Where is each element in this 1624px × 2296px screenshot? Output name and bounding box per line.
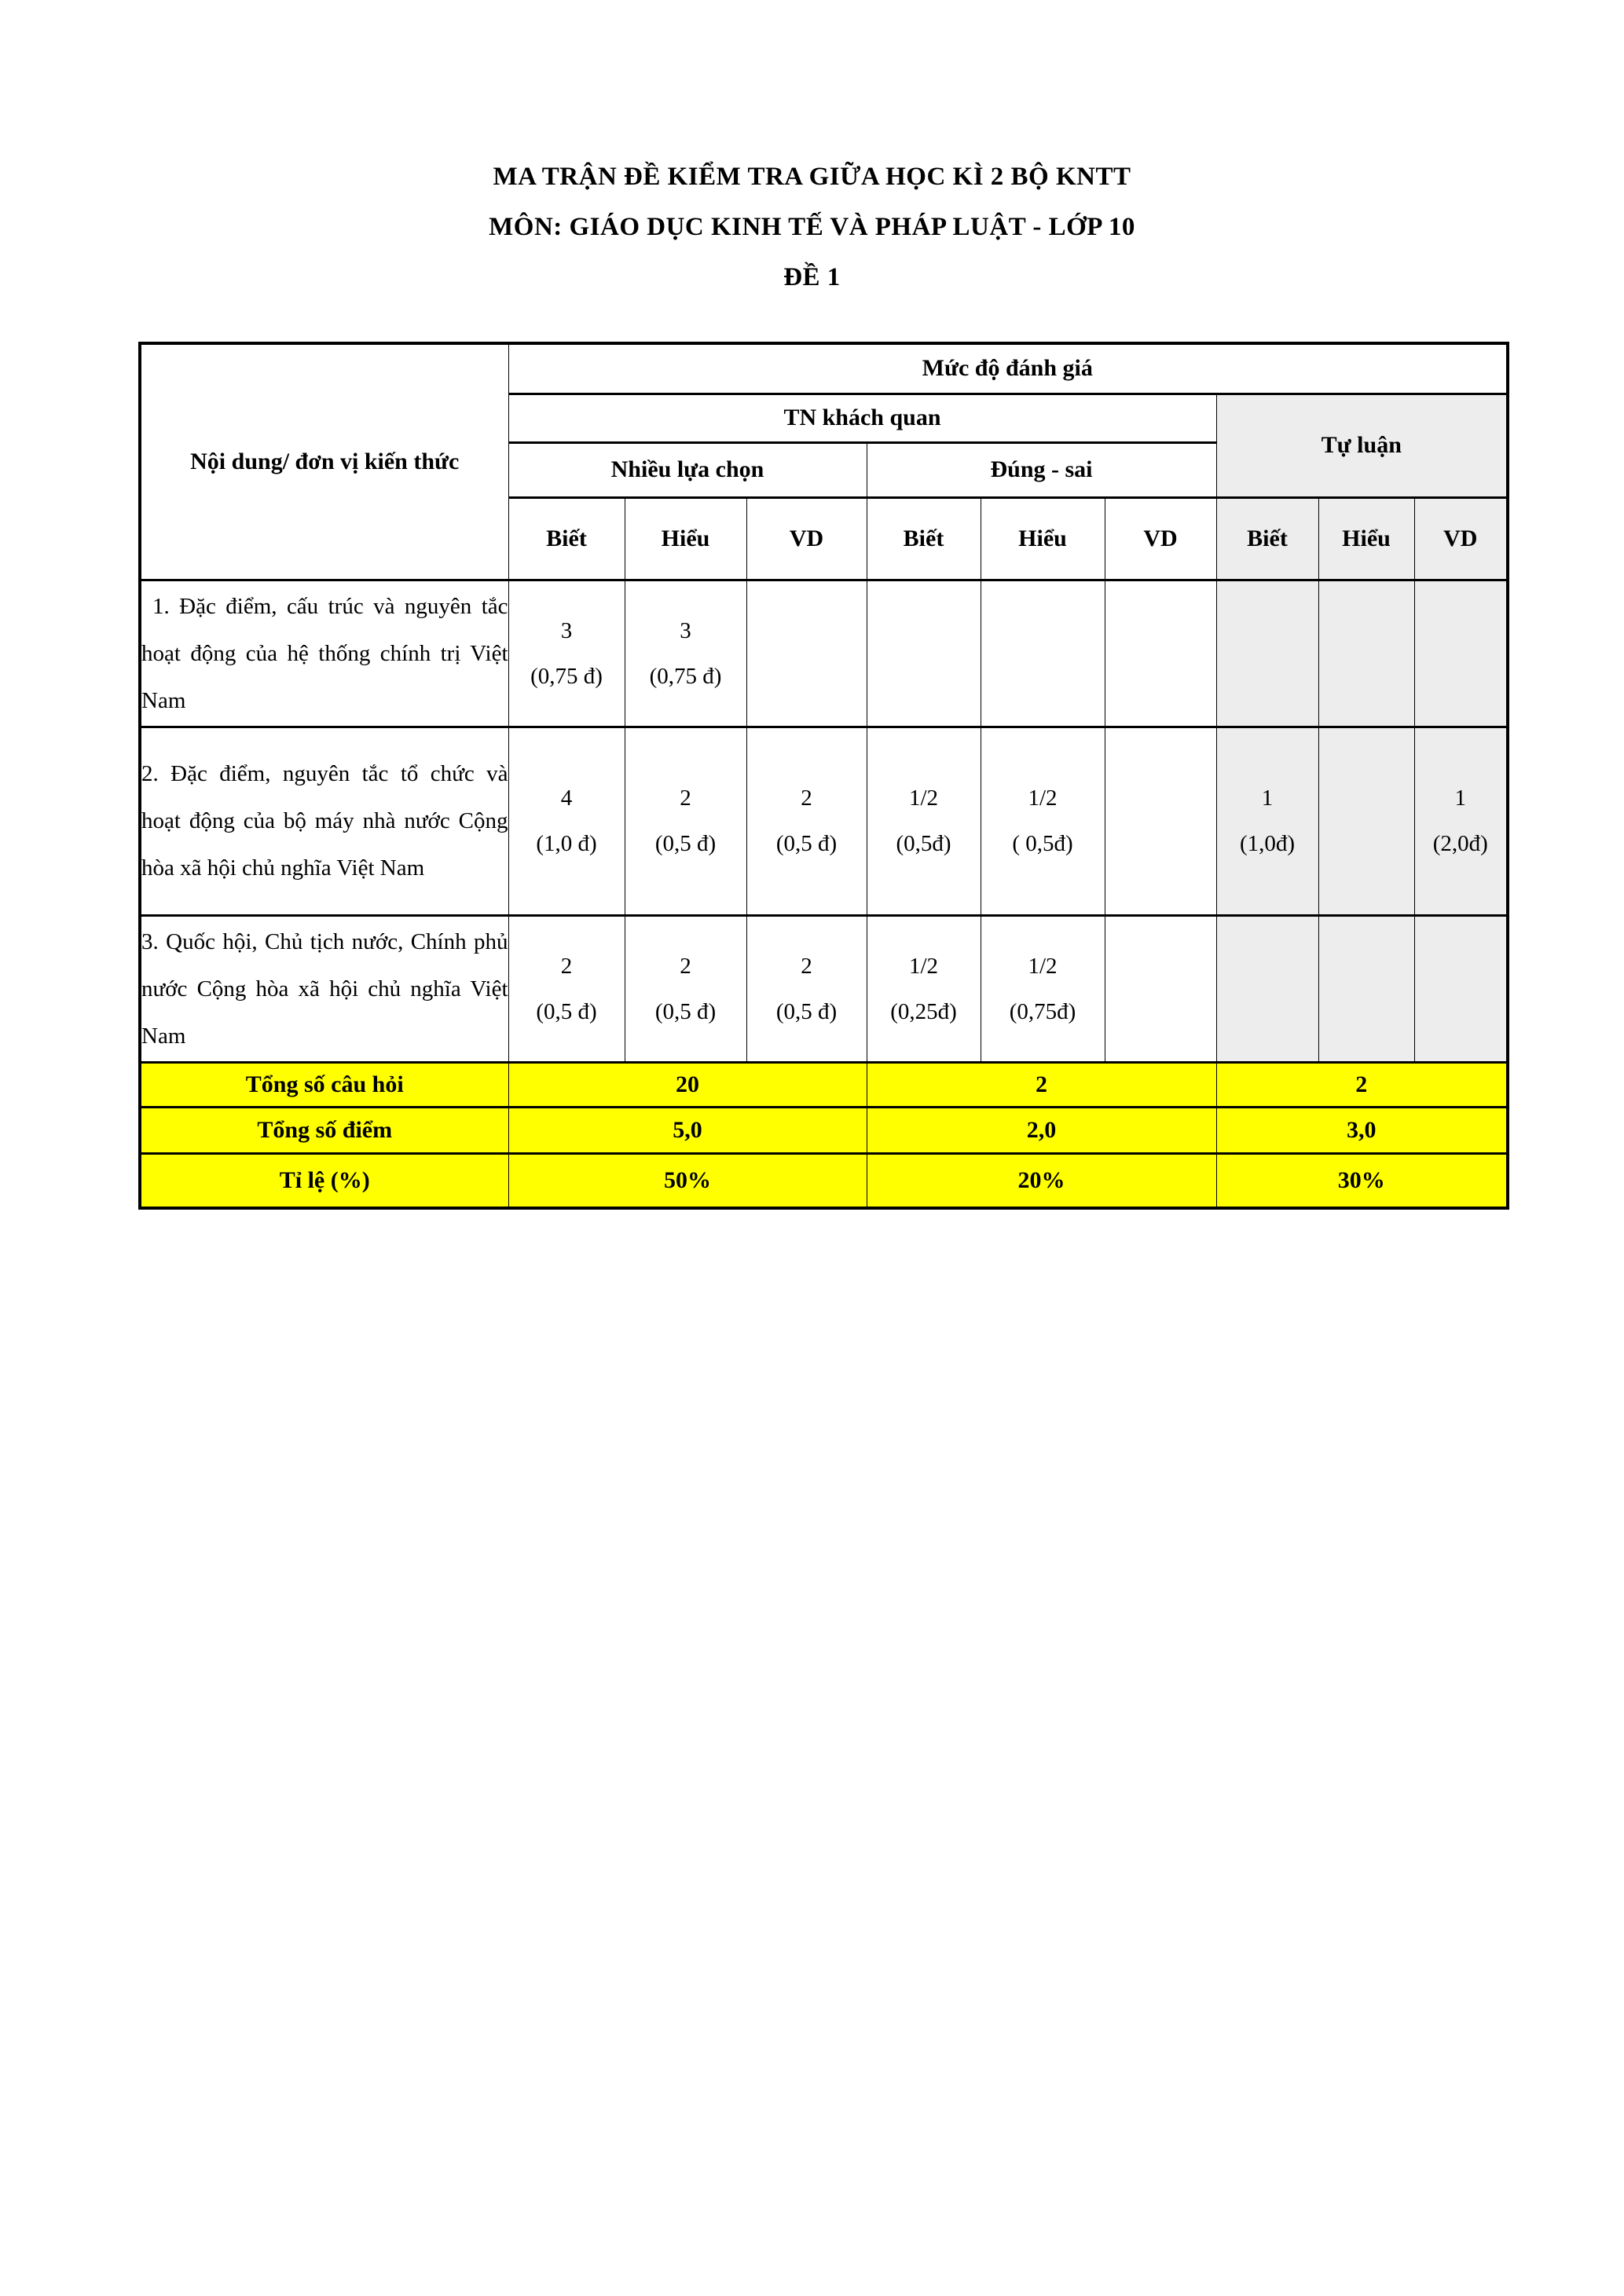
score-cell <box>1105 727 1216 915</box>
mc-level-understand-header: Hiểu <box>625 497 746 580</box>
total-points-row <box>140 1107 1508 1153</box>
score-cell <box>1318 580 1414 727</box>
score-cell: 2 (0,5 đ) <box>508 915 625 1062</box>
footer-value-essay: 2 <box>1216 1062 1508 1107</box>
score-cell: 1/2 ( 0,5đ) <box>981 727 1105 915</box>
matrix-table <box>138 342 1509 1210</box>
score-cell: 1/2 (0,5đ) <box>867 727 981 915</box>
mc-level-know-header: Biết <box>508 497 625 580</box>
footer-label: Tổng số câu hỏi <box>140 1062 508 1107</box>
tf-level-know-header: Biết <box>867 497 981 580</box>
topic-cell: 3. Quốc hội, Chủ tịch nước, Chính phủ nước Cộng hòa xã hội chủ nghĩa Việt Nam <box>140 915 508 1062</box>
score-cell: 3 (0,75 đ) <box>625 580 746 727</box>
score-cell <box>1414 580 1508 727</box>
footer-label: Tỉ lệ (%) <box>140 1153 508 1208</box>
score-cell <box>1318 727 1414 915</box>
score-cell: 1 (2,0đ) <box>1414 727 1508 915</box>
score-cell: 2 (0,5 đ) <box>746 727 867 915</box>
page-title-line-3: ĐỀ 1 <box>783 263 841 291</box>
tf-level-understand-header: Hiểu <box>981 497 1105 580</box>
score-cell: 2 (0,5 đ) <box>625 727 746 915</box>
footer-value-mc: 5,0 <box>508 1107 867 1153</box>
title-block <box>0 0 1624 302</box>
table-row <box>140 727 1508 915</box>
total-questions-row <box>140 1062 1508 1107</box>
footer-label: Tổng số điểm <box>140 1107 508 1153</box>
footer-value-tf: 20% <box>867 1153 1216 1208</box>
assessment-level-header: Mức độ đánh giá <box>508 343 1508 394</box>
score-cell: 2 (0,5 đ) <box>625 915 746 1062</box>
topic-cell: 1. Đặc điểm, cấu trúc và nguyên tắc hoạt động của hệ thống chính trị Việt Nam <box>140 580 508 727</box>
score-cell: 3 (0,75 đ) <box>508 580 625 727</box>
table-row <box>140 915 1508 1062</box>
footer-value-tf: 2 <box>867 1062 1216 1107</box>
score-cell: 1/2 (0,75đ) <box>981 915 1105 1062</box>
table-row <box>140 580 1508 727</box>
score-cell <box>1216 580 1318 727</box>
footer-value-tf: 2,0 <box>867 1107 1216 1153</box>
footer-value-essay: 30% <box>1216 1153 1508 1208</box>
score-cell <box>867 580 981 727</box>
mc-level-apply-header: VD <box>746 497 867 580</box>
content-column-header: Nội dung/ đơn vị kiến thức <box>140 343 508 580</box>
score-cell <box>1318 915 1414 1062</box>
true-false-group-header: Đúng - sai <box>867 442 1216 497</box>
essay-level-apply-header: VD <box>1414 497 1508 580</box>
essay-group-header: Tự luận <box>1216 394 1508 497</box>
score-cell <box>1414 915 1508 1062</box>
score-cell <box>1105 915 1216 1062</box>
percentage-row <box>140 1153 1508 1208</box>
footer-value-essay: 3,0 <box>1216 1107 1508 1153</box>
score-cell: 1 (1,0đ) <box>1216 727 1318 915</box>
score-cell <box>1105 580 1216 727</box>
footer-value-mc: 20 <box>508 1062 867 1107</box>
topic-cell: 2. Đặc điểm, nguyên tắc tổ chức và hoạt động của bộ máy nhà nước Cộng hòa xã hội chủ nghĩa Việt Nam <box>140 727 508 915</box>
essay-level-know-header: Biết <box>1216 497 1318 580</box>
score-cell: 1/2 (0,25đ) <box>867 915 981 1062</box>
score-cell <box>981 580 1105 727</box>
score-cell: 2 (0,5 đ) <box>746 915 867 1062</box>
footer-value-mc: 50% <box>508 1153 867 1208</box>
tn-objective-group-header: TN khách quan <box>508 394 1216 442</box>
page-title-line-2: MÔN: GIÁO DỤC KINH TẾ VÀ PHÁP LUẬT - LỚP 10 <box>489 213 1135 241</box>
multiple-choice-group-header: Nhiều lựa chọn <box>508 442 867 497</box>
score-cell <box>1216 915 1318 1062</box>
score-cell <box>746 580 867 727</box>
essay-level-understand-header: Hiểu <box>1318 497 1414 580</box>
tf-level-apply-header: VD <box>1105 497 1216 580</box>
page-title-line-1: MA TRẬN ĐỀ KIỂM TRA GIỮA HỌC KÌ 2 BỘ KNTT <box>493 163 1131 191</box>
score-cell: 4 (1,0 đ) <box>508 727 625 915</box>
